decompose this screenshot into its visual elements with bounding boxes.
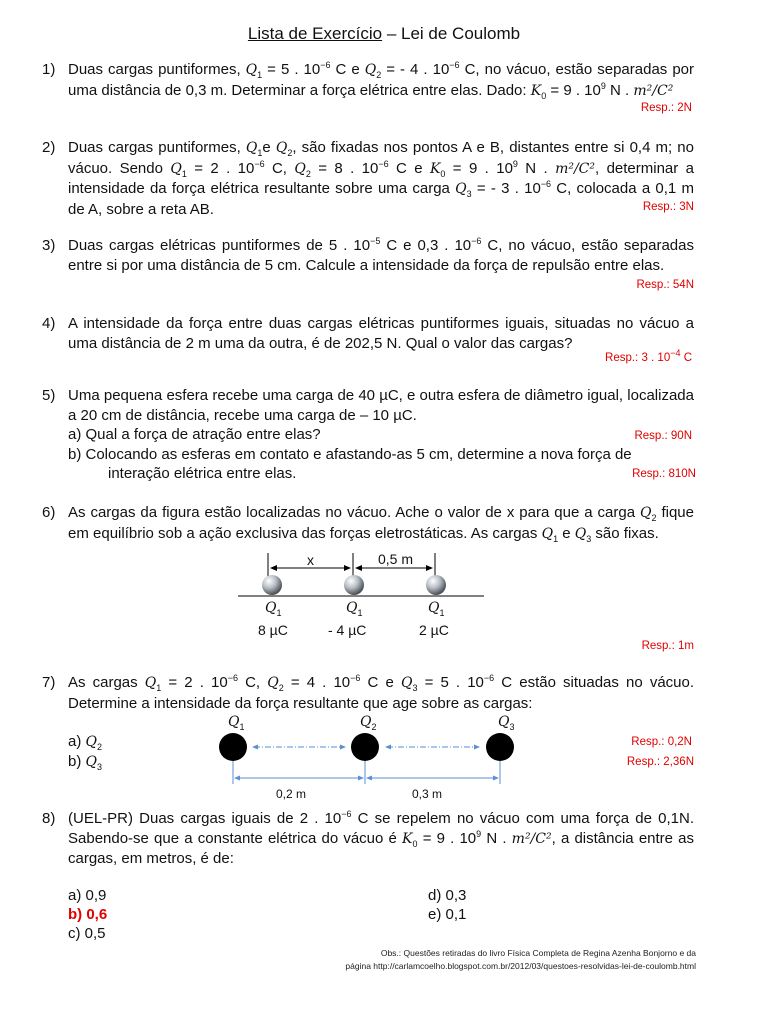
text: Duas cargas elétricas puntiformes de 5 . 10 [68,237,371,254]
arrowhead [234,776,240,781]
text: As cargas [68,674,145,691]
charge-label-2 [346,599,363,616]
text: C e [330,61,365,78]
symbol: K [402,830,413,847]
fig7-distance-2: 0,3 m [412,787,443,801]
charge-value-2: - 4 µC [328,622,367,638]
charge-value-3: 2 µC [419,622,449,638]
sub: 3 [466,189,472,199]
text: e [558,524,575,542]
fig7-label-3 [498,713,515,730]
exp: 9 [512,158,518,169]
answer-6: Resp.: 1m [641,640,694,652]
text: As cargas da figura estão localizadas no vácuo. Ache o valor de x para que a carga [68,504,641,521]
arrowhead [355,565,362,571]
page-title [0,24,768,44]
symbol: Q [640,505,652,521]
exp: −6 [540,179,552,189]
symbol: Q [574,525,587,542]
sub: 3 [97,762,103,772]
symbol: Q [85,754,97,770]
fig7-distance-1: 0,2 m [276,787,307,801]
sub: 3 [412,683,418,693]
text: C e [388,159,430,177]
sub: 1 [181,168,187,179]
question-number: 2) [42,139,56,156]
sub: 1 [239,721,245,732]
symbol: Q [144,675,157,691]
fig7-label-2 [360,713,377,730]
title-topic: Lei de Coulomb [401,24,521,43]
text: N . [517,159,556,177]
symbol: Q [85,734,97,750]
question-5a: a) Qual a força de atração entre elas? [68,426,321,443]
text: são fixas. [591,524,659,542]
text: C e [360,674,401,691]
symbol: K [429,160,441,177]
text: = 9 . 10 [445,159,513,177]
answer-5b: Resp.: 810N [632,468,696,480]
figure-7 [210,730,520,786]
symbol: Q [346,600,358,616]
text: , determinar a intensidade da força elétrica resultante sobre uma carga [68,159,694,197]
arrowhead [426,565,433,571]
text: fique em equilíbrio sob a ação exclusiva das forças eletrostáticas. As cargas [68,504,694,542]
label-x: x [307,552,314,568]
question-5b-line1: b) Colocando as esferas em contato e afastando-as 5 cm, determine a nova força de [68,446,632,463]
footer-note-line2: página http://carlamcoelho.blogspot.com.br/2012/03/questoes-resolvidas-lei-de-coulomb.html [345,961,696,971]
arrowhead [340,745,346,750]
option-b-correct: b) 0,6 [68,906,108,923]
answer-3: Resp.: 54N [636,279,694,291]
exp: −6 [227,673,238,683]
arrowhead [366,776,372,781]
symbol: Q [267,675,279,691]
sub: 2 [371,721,377,732]
text: C se repelem no vácuo com uma força de 0,1N. Sabendo-se que a constante elétrica do vácuo é [68,810,694,847]
text: = 8 . 10 [310,159,379,177]
question-number: 8) [42,810,56,827]
text: C, no vácuo, estão separadas entre si por uma distância de 5 cm. Calcule a intensidade da força de repulsão entre elas. [68,237,694,274]
arrowhead [493,776,499,781]
text: A intensidade da força entre duas cargas elétricas puntiformes iguais, situadas no vácuo a uma distância de 2 m uma da outra, é de 202,5 N. Qual o valor das cargas? [68,315,694,352]
charge-label-3 [428,599,445,616]
sub: 2 [97,742,103,752]
fig7-label-1 [228,713,245,730]
title-dash: – [382,24,401,43]
text: C [680,352,692,364]
sub: 1 [357,607,363,618]
symbol: Q [400,675,413,691]
exp: −6 [378,158,389,169]
charge-ball-3 [486,733,514,761]
exp: −6 [341,809,352,819]
text: C, colocada a 0,1 m de A, sobre a reta AB. [68,180,694,218]
sub: 2 [305,168,311,179]
text: Uma pequena esfera recebe uma carga de 40 µC, e outra esfera de diâmetro igual, localizada a 20 cm de distância, recebe uma carga de – 10 µC. [68,387,694,424]
question-8 [42,809,695,869]
sub: 0 [412,838,418,849]
title-main: Lista de Exercício [247,24,383,43]
question-3 [42,236,694,275]
symbol: Q [360,714,372,730]
text: = 4 . 10 [283,674,351,691]
option-d: d) 0,3 [428,887,467,904]
text: N . [605,81,634,99]
text: N . [481,829,512,847]
symbol: Q [364,62,377,78]
footer-note-line1: Obs.: Questões retiradas do livro Física Completa de Regina Azenha Bonjorno e da [380,948,696,958]
arrowhead [344,565,351,571]
answer-5a: Resp.: 90N [634,430,692,442]
arrowhead [358,776,364,781]
text: (UEL-PR) Duas cargas iguais de 2 . 10 [68,810,342,827]
answer-7b: Resp.: 2,36N [626,756,694,768]
arrowhead [252,745,258,750]
text: , a distância entre as cargas, em metros, é de: [68,829,695,867]
text: = 9 . 10 [546,81,601,99]
text: e [262,139,276,156]
text: Duas cargas puntiformes, [68,139,246,156]
symbol: Q [265,600,277,616]
label-distance: 0,5 m [378,551,414,567]
text: Resp.: [605,352,642,364]
charge-ball-1 [219,733,247,761]
sub: 1 [156,683,162,693]
option-c: c) 0,5 [68,925,106,942]
symbol: Q [245,62,258,78]
question-number: 4) [42,315,56,332]
question-2 [42,138,694,219]
sub: 1 [276,607,282,618]
sub: 2 [651,513,657,523]
sub: 2 [278,683,284,693]
question-5 [42,386,694,425]
text: = - 4 . 10 [381,61,450,78]
text: = - 3 . 10 [471,180,541,197]
text: C estão situadas no vácuo. Determine a intensidade da força resultante que age sobre as cargas: [68,674,695,712]
symbol: Q [245,140,258,156]
charge-ball-2 [351,733,379,761]
text: , são fixadas nos pontos A e B, distantes entre si 0,4 m; no vácuo. Sendo [68,139,694,177]
option-a: a) 0,9 [68,887,107,904]
symbol: K [530,82,542,99]
exp: −6 [254,158,265,169]
question-number: 7) [42,674,56,691]
question-7 [42,673,695,713]
exp: −6 [320,60,331,70]
exp: 9 [600,80,606,91]
text: a) [68,733,82,750]
question-number: 3) [42,237,56,254]
symbol: Q [455,181,467,197]
sub: 2 [376,70,382,80]
symbol: Q [228,714,240,730]
sub: 0 [440,168,446,179]
exp: −6 [449,60,460,70]
text: = 5 . 10 [262,61,321,78]
text: b) [68,753,82,770]
exp: −4 [670,348,681,359]
exp: −6 [471,236,482,246]
exp: 9 [476,828,482,839]
sub: 1 [257,70,263,80]
answer-4 [605,348,692,364]
text: C e 0,3 . 10 [380,237,472,254]
exp: −6 [350,673,361,683]
symbol: Q [294,160,306,177]
charge-sphere-3 [426,575,446,595]
charge-sphere-2 [344,575,364,595]
question-7a [68,732,128,753]
text: = 9 . 10 [417,829,477,847]
sub: 3 [509,721,515,732]
question-5b-line2: interação elétrica entre elas. [108,465,297,482]
symbol: Q [275,140,288,156]
sub: 1 [439,607,445,618]
question-number: 6) [42,504,56,521]
symbol: Q [541,525,554,542]
sub: 1 [553,533,559,544]
text: Duas cargas puntiformes, [68,61,246,78]
text: = 5 . 10 [417,674,484,691]
exp: −6 [483,673,495,683]
charge-label-1 [265,599,282,616]
unit: m²/C² [633,82,674,99]
text: = 2 . 10 [186,159,255,177]
option-e: e) 0,1 [428,906,467,923]
symbol: Q [498,714,510,730]
charge-value-1: 8 µC [258,622,288,638]
answer-2: Resp.: 3N [642,201,694,213]
question-1 [42,60,695,101]
exp: −5 [370,236,381,246]
unit: m²/C² [555,160,596,177]
sub: 3 [586,533,592,544]
symbol: Q [170,160,182,177]
unit: m²/C² [511,830,552,847]
text: = 2 . 10 [161,674,228,691]
sub: 1 [257,148,263,158]
text: C, [264,159,295,177]
arrowhead [270,565,277,571]
sub: 2 [287,148,293,158]
answer-7a: Resp.: 0,2N [631,736,692,748]
question-4 [42,314,694,353]
symbol: Q [428,600,440,616]
arrowhead [385,745,391,750]
arrowhead [474,745,480,750]
answer-1: Resp.: 2N [640,102,692,114]
charge-sphere-1 [262,575,282,595]
text: C, [237,674,268,691]
text: C, no vácuo, estão separadas por uma distância de 0,3 m. Determinar a força elétrica entre elas. Dado: [68,61,695,99]
sub: 0 [541,90,547,101]
question-number: 5) [42,387,56,404]
text: 3 . 10 [641,352,671,364]
question-7b [68,752,128,773]
question-number: 1) [42,61,56,78]
question-6 [42,503,694,544]
